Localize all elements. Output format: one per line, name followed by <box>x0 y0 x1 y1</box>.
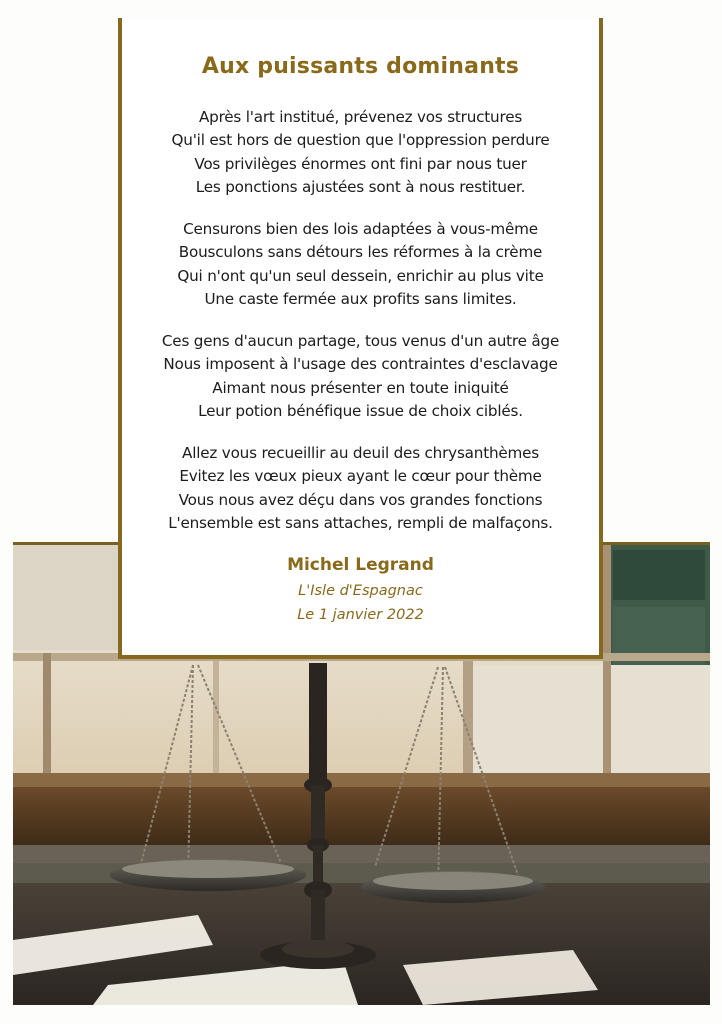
poem-line: Une caste fermée aux profits sans limites. <box>204 289 517 308</box>
poem-line: Evitez les vœux pieux ayant le cœur pour thème <box>179 467 542 486</box>
stanza-1 <box>122 106 599 199</box>
poem-place: L'Isle d'Espagnac <box>298 583 423 599</box>
poem-line: Après l'art institué, prévenez vos structures <box>198 108 523 126</box>
poem-line: Vous nous avez déçu dans vos grandes fonctions <box>178 490 543 509</box>
stanza-3 <box>122 330 599 423</box>
poem-line: L'ensemble est sans attaches, rempli de malfaçons. <box>168 513 553 532</box>
poem-line: Vos privilèges énormes ont fini par nous tuer <box>194 154 527 173</box>
stanza-2 <box>122 218 599 311</box>
poem-line: Allez vous recueillir au deuil des chrysanthèmes <box>182 444 539 462</box>
poem-author: Michel Legrand <box>287 555 434 575</box>
poem-line: Aimant nous présenter en toute iniquité <box>212 378 509 397</box>
poem-line: Censurons bien des lois adaptées à vous-même <box>183 220 538 238</box>
poem-title: Aux puissants dominants <box>201 54 520 79</box>
poem-line: Nous imposent à l'usage des contraintes d'esclavage <box>163 355 558 374</box>
poem-line: Bousculons sans détours les réformes à la crème <box>178 243 543 262</box>
poem-line: Les ponctions ajustées sont à nous restituer. <box>195 177 526 196</box>
stanza-4 <box>122 442 599 535</box>
poem-line: Ces gens d'aucun partage, tous venus d'un autre âge <box>161 332 560 350</box>
poem-line: Qui n'ont qu'un seul dessein, enrichir au plus vite <box>177 266 544 285</box>
poem-date: Le 1 janvier 2022 <box>297 607 424 623</box>
poem-line: Qu'il est hors de question que l'oppression perdure <box>171 131 550 150</box>
poem-line: Leur potion bénéfique issue de choix ciblés. <box>198 401 523 420</box>
poem-card <box>118 18 603 659</box>
